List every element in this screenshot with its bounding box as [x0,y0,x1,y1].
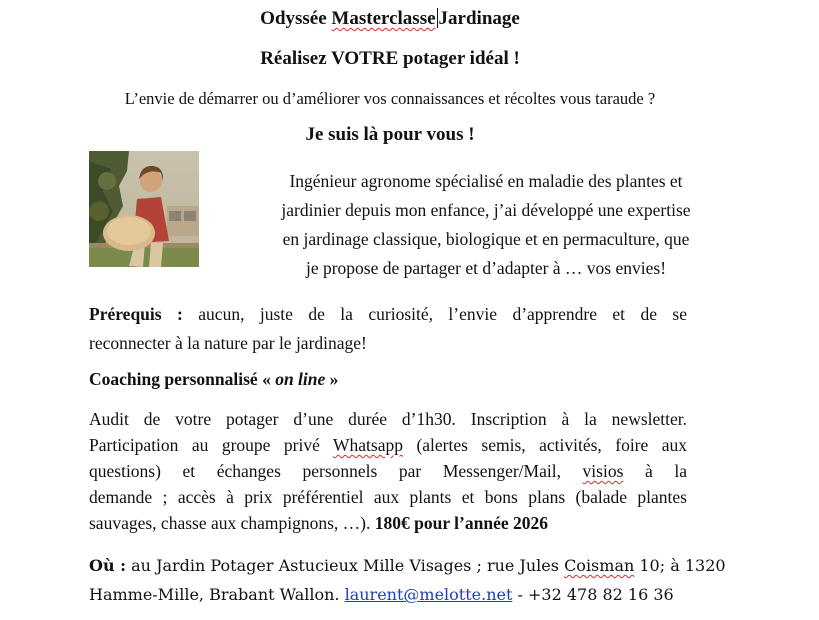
coaching-description: Audit de votre potager d’une durée d’1h30. Inscription à la newsletter. Participation au groupe privé Whatsapp (alertes semis, activités, foire aux questions) et échanges personnels par Messenger/Mail, visios à la demande ; accès à prix préférentiel aux plants et bons plans (balade plantes sauvages, chasse aux champignons, …). 180€ pour l’année 2026 [89,409,687,533]
text-cursor [437,8,438,28]
spellcheck-word: Whatsapp [333,435,403,455]
gardener-photo-image [89,151,199,267]
document-subtitle: Réalisez VOTRE potager idéal ! [260,48,520,69]
intro-paragraph: Ingénieur agronome spécialisé en maladie des plantes et jardinier depuis mon enfance, j’ai développé une expertise en jardinage classique, biologique et en permaculture, que je propose de partager et d’adapter à … vos envies! [281,171,691,278]
location-paragraph: Où : au Jardin Potager Astucieux Mille Visages ; rue Jules Coisman 10; à 1320 Hamme-Mille, Brabant Wallon. laurent@melotte.net - +32 478 82 16 36 [89,556,726,604]
intro-question: L’envie de démarrer ou d’améliorer vos connaissances et récoltes vous taraude ? [124,89,656,108]
prerequisites-label: Prérequis : [89,304,183,324]
spellcheck-word: Coisman [564,556,635,575]
email-link[interactable]: laurent@melotte.net [344,585,513,604]
location-label: Où : [89,556,127,575]
prerequisites-paragraph: Prérequis : aucun, juste de la curiosité, l’envie d’apprendre et de se reconnecter à la nature par le jardinage! [89,304,687,353]
coaching-heading: Coaching personnalisé « on line » [89,369,339,389]
gardener-photo [89,151,199,267]
spellcheck-word: Masterclasse [331,8,436,29]
tagline: Je suis là pour vous ! [305,124,475,145]
document-title: Odyssée Masterclasse Jardinage [260,8,520,29]
phone-number: - +32 478 82 16 36 [512,585,674,604]
price: 180€ pour l’année 2026 [374,513,548,533]
spellcheck-word: visios [582,461,624,481]
